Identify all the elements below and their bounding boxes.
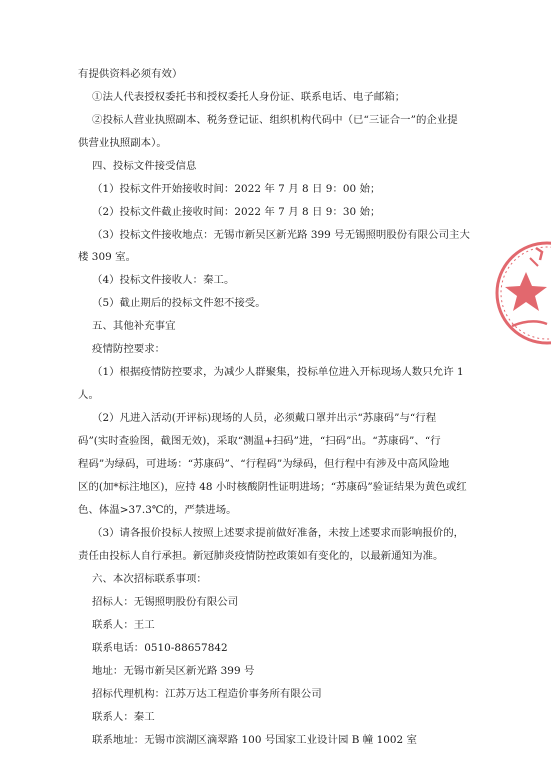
company-seal-stamp <box>492 238 551 348</box>
text-line-28: 招标代理机构：江苏万达工程造价事务所有限公司 <box>92 688 322 700</box>
text-line-30: 联系地址：无锡市滨湖区滴翠路 100 号国家工业设计园 B 幢 1002 室 <box>92 734 418 746</box>
text-line-26: 联系电话：0510-88657842 <box>92 642 228 654</box>
section-heading-4: 四、投标文件接受信息 <box>92 160 197 172</box>
text-line-25: 联系人：王工 <box>92 619 155 631</box>
text-line-9: 楼 309 室。 <box>78 251 137 263</box>
text-line-2: ①法人代表授权委托书和授权委托人身份证、联系电话、电子邮箱； <box>92 91 406 103</box>
text-line-6: （1）投标文件开始接收时间：2022 年 7 月 8 日 9：00 始； <box>92 183 381 195</box>
text-line-15: 人。 <box>78 389 99 401</box>
text-line-11: （5）截止期后的投标文件恕不接受。 <box>92 297 266 309</box>
text-line-20: 色、体温>37.3℃的，严禁进场。 <box>78 504 237 516</box>
section-heading-6: 六、本次招标联系事项： <box>92 573 207 585</box>
text-line-14: （1）根据疫情防控要求，为减少人群聚集，投标单位进入开标现场人数只允许 1 <box>92 366 464 378</box>
text-line-7: （2）投标文件截止接收时间：2022 年 7 月 8 日 9：30 始； <box>92 206 381 218</box>
text-line-24: 招标人：无锡照明股份有限公司 <box>92 596 239 608</box>
text-line-17: 码”(实时查验图，截图无效)，采取“测温+扫码”进，“扫码”出。“苏康码”、“行 <box>78 435 441 447</box>
text-line-1: 有提供资料必须有效） <box>78 68 183 80</box>
section-heading-5: 五、其他补充事宜 <box>92 320 176 332</box>
text-line-16: （2）凡进入活动(开评标)现场的人员，必须戴口罩并出示“苏康码”与“行程 <box>92 412 437 424</box>
text-line-19: 区的(加*标注地区)，应持 48 小时核酸阴性证明进场；“苏康码”验证结果为黄色或红 <box>78 481 467 493</box>
text-line-27: 地址：无锡市新吴区新光路 399 号 <box>92 665 255 677</box>
text-line-22: 责任由投标人自行承担。新冠肺炎疫情防控政策如有变化的，以最新通知为准。 <box>78 550 444 562</box>
text-line-13: 疫情防控要求： <box>92 343 166 355</box>
text-line-29: 联系人：秦工 <box>92 711 155 723</box>
text-line-3: ②投标人营业执照副本、税务登记证、组织机构代码中（已“三证合一”的企业提 <box>92 114 458 126</box>
text-line-4: 供营业执照副本）。 <box>78 137 167 149</box>
text-line-21: （3）请各报价投标人按照上述要求提前做好准备，未按上述要求而影响报价的， <box>92 527 465 539</box>
text-line-10: （4）投标文件接收人：秦工。 <box>92 274 235 286</box>
text-line-8: （3）投标文件接收地点：无锡市新吴区新光路 399 号无锡照明股份有限公司主大 <box>92 229 470 241</box>
text-line-18: 程码”为绿码，可进场：“苏康码”、“行程码”为绿码，但行程中有涉及中高风险地 <box>78 458 450 470</box>
